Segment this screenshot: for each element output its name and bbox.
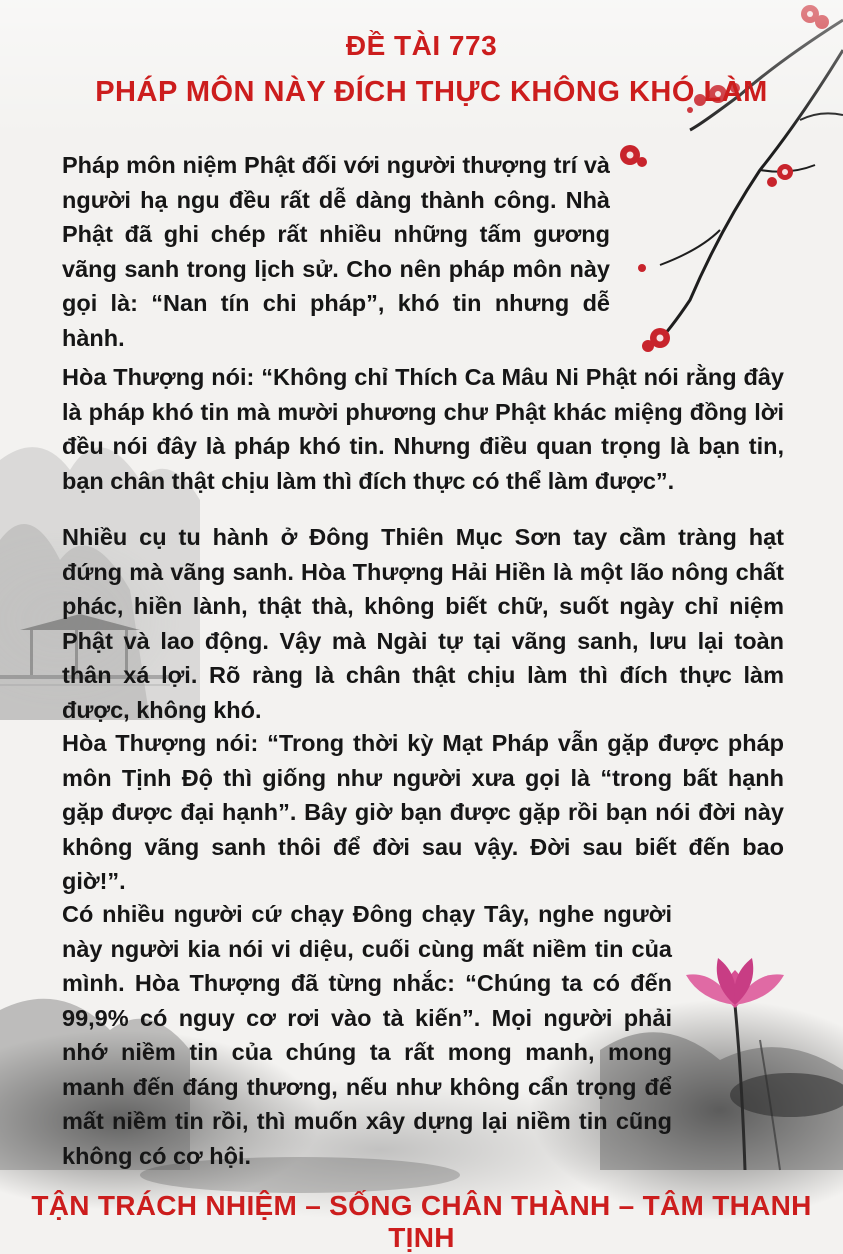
page-title: PHÁP MÔN NÀY ĐÍCH THỰC KHÔNG KHÓ LÀM — [95, 76, 768, 108]
paragraph-1: Pháp môn niệm Phật đối với người thượng trí và người hạ ngu đều rất dễ dàng thành công. Nhà Phật đã ghi chép rất nhiều những tấm gương vãng sanh trong lịch sử. Cho nên pháp môn này gọi là: “Nan tín chi pháp”, khó tin nhưng dễ hành. — [62, 152, 610, 351]
topic-number: ĐỀ TÀI 773 — [345, 30, 498, 61]
paragraph-3: Nhiều cụ tu hành ở Đông Thiên Mục Sơn tay cầm tràng hạt đứng mà vãng sanh. Hòa Thượng Hải Hiền là một lão nông chất phác, hiền lành, thật thà, không biết chữ, suốt ngày chỉ niệm Phật và lao động. Vậy mà Ngài tự tại vãng sanh, lưu lại toàn thân xá lợi. Rõ ràng là chân thật chịu làm thì đích thực làm được, không khó. — [62, 524, 784, 723]
paragraph-2: Hòa Thượng nói: “Không chỉ Thích Ca Mâu Ni Phật nói rằng đây là pháp khó tin mà mười phương chư Phật khác miệng đồng lời đều nói đây là pháp khó tin. Nhưng điều quan trọng là bạn tin, bạn chân thật chịu làm thì đích thực có thể làm được”. — [62, 364, 784, 494]
paragraph-5: Có nhiều người cứ chạy Đông chạy Tây, nghe người này người kia nói vi diệu, cuối cùng mất niềm tin của mình. Hòa Thượng đã từng nhắc: “Chúng ta có đến 99,9% có nguy cơ rơi vào tà kiến”. Mọi người phải nhớ niềm tin của chúng ta rất mong manh, mong manh đến đáng thương, nếu như không cẩn trọng để mất niềm tin rồi, thì muốn xây dựng lại niềm tin cũng không có cơ hội. — [62, 901, 672, 1169]
paragraph-4: Hòa Thượng nói: “Trong thời kỳ Mạt Pháp vẫn gặp được pháp môn Tịnh Độ thì giống như người xưa gọi là “trong bất hạnh gặp được đại hạnh”. Bây giờ bạn được gặp rồi bạn nói đời này không vãng sanh thôi để đời sau vậy. Đời sau biết đến bao giờ!”. — [62, 730, 784, 894]
footer-motto: TẬN TRÁCH NHIỆM – SỐNG CHÂN THÀNH – TÂM THANH TỊNH — [31, 1190, 812, 1253]
